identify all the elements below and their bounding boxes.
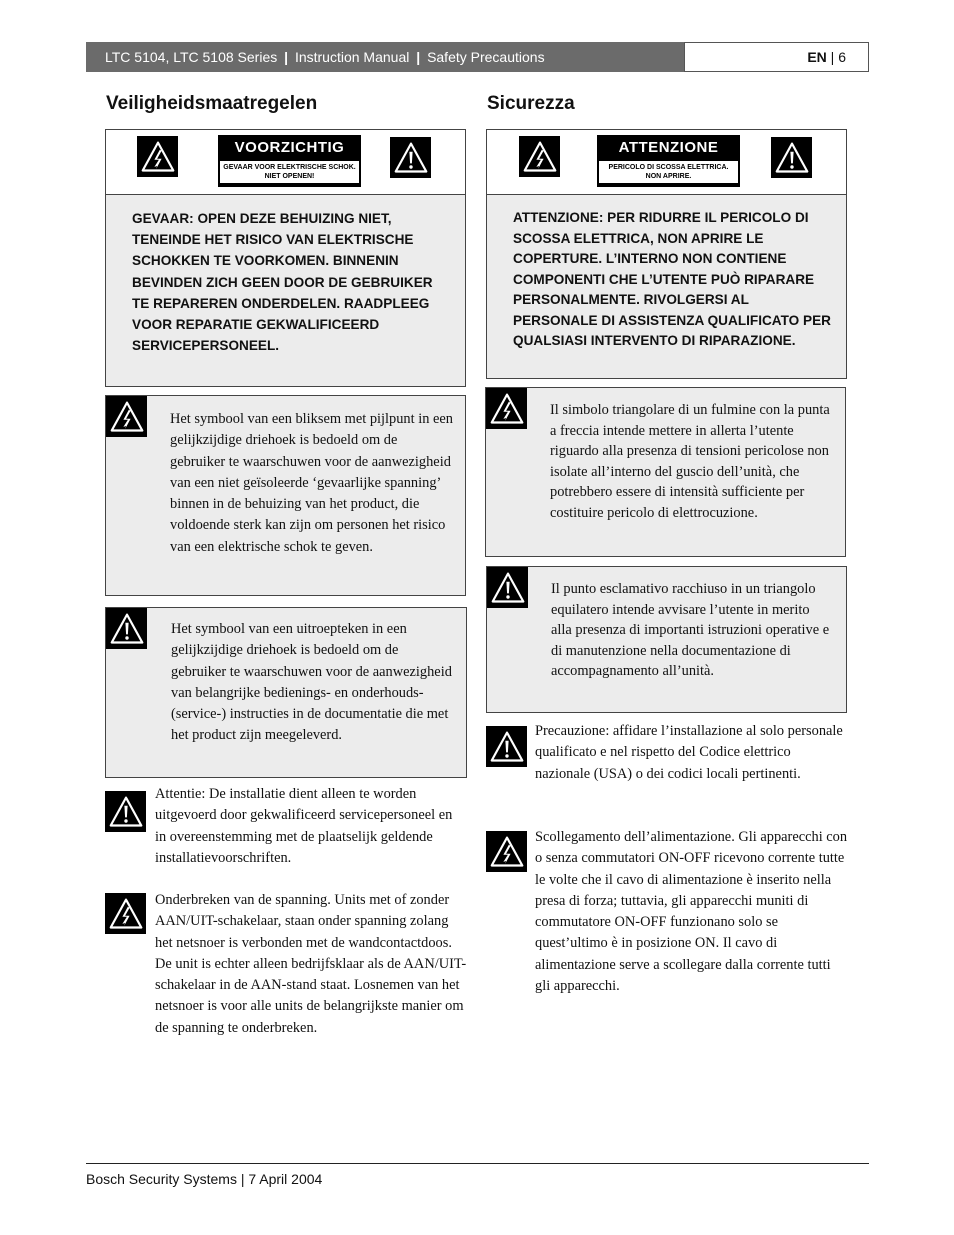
it-warning-text: ATTENZIONE: PER RIDURRE IL PERICOLO DI SCOSSA ELETTRICA, NON APRIRE LE COPERTURE. L’INTERNO NON CONTIENE COMPONENTI CHE L’UTENTE PUÒ RIPARARE PERSONALMENTE. RIVOLGERSI AL PERSONALE DI ASSISTENZA QUALIFICATO PER QUALSIASI INTERVENTO DI RIPARAZIONE. [513, 210, 831, 348]
nl-heading: Veiligheidsmaatregelen [106, 93, 318, 114]
header-separator: | [284, 49, 289, 65]
it-label-sub [599, 161, 738, 183]
it-lightning-box [485, 387, 846, 557]
nl-exclamation-box [105, 607, 467, 778]
lightning-icon [519, 136, 560, 177]
exclamation-icon [487, 567, 528, 608]
footer-rule [86, 1163, 869, 1164]
exclamation-icon [390, 137, 431, 178]
exclamation-icon [486, 726, 527, 767]
nl-caution-label [218, 135, 361, 187]
lightning-icon [137, 136, 178, 177]
nl-caution-label-band [106, 130, 465, 195]
nl-label-sub1: GEVAAR VOOR ELEKTRISCHE SCHOK. [223, 164, 356, 171]
it-caution-label-band [487, 130, 846, 195]
it-heading: Sicurezza [487, 93, 575, 114]
header-page: 6 [838, 49, 846, 65]
header-page-box [684, 42, 869, 72]
lightning-icon [105, 893, 146, 934]
nl-lightning-box [105, 395, 466, 596]
it-label-sub2: NON APRIRE. [645, 173, 692, 180]
header-bar [86, 42, 684, 72]
it-attention-text: Precauzione: affidare l’installazione al solo personale qualificato e nel rispetto del Codice elettrico nazionale (USA) o dei codici locali pertinenti. [535, 723, 843, 782]
nl-exclamation-text: Het symbool van een uitroepteken in een gelijkzijdige driehoek is bedoeld om de gebruiker te waarschuwen voor de aanwezigheid van belangrijke bedienings- en onderhouds- (service-) instructies in de documentatie die met het product zijn meegeleverd. [171, 621, 452, 744]
it-caution-box [486, 129, 847, 379]
it-exclamation-box [486, 566, 847, 713]
nl-lightning-text: Het symbool van een bliksem met pijlpunt in een gelijkzijdige driehoek is bedoeld om de gebruiker te waarschuwen voor de aanwezigheid van een niet geïsoleerde ‘gevaarlijke spanning’ binnen in de behuizing van het product, die voldoende sterk kan zijn om personen het risico van een elektrische schok te geven. [170, 411, 453, 555]
lightning-icon [106, 396, 147, 437]
nl-attention-text: Attentie: De installatie dient alleen te worden uitgevoerd door gekwalificeerd servicepersoneel en in overeenstemming met de plaatselijk geldende installatievoorschriften. [155, 786, 453, 866]
exclamation-icon [105, 791, 146, 832]
it-lightning-text: Il simbolo triangolare di un fulmine con la punta a freccia intende mettere in allerta l’utente riguardo alla presenza di tensioni pericolose non isolate all’interno del guscio dell’unità, che potrebbero essere di intensità sufficiente per costituire pericolo di elettrocuzione. [550, 402, 830, 521]
header-doc: Instruction Manual [294, 49, 410, 65]
header-separator: | [830, 49, 835, 65]
exclamation-icon [106, 608, 147, 649]
footer-text: Bosch Security Systems | 7 April 2004 [86, 1171, 323, 1187]
it-power-text: Scollegamento dell’alimentazione. Gli apparecchi con o senza commutatori ON-OFF ricevono corrente tutte le volte che il cavo di alimentazione è inserito nella presa di forza; tuttavia, gli apparecchi muniti di commutatore ON-OFF funzionano solo se quest’ultimo è in posizione ON. Il cavo di alimentazione serve a scollegare dalla corrente tutti gli apparecchi. [535, 829, 848, 995]
lightning-icon [486, 831, 527, 872]
header-model: LTC 5104, LTC 5108 Series [105, 49, 278, 65]
nl-label-sub [220, 161, 359, 183]
it-label-title: ATTENZIONE [618, 139, 719, 156]
nl-label-title: VOORZICHTIG [234, 139, 345, 156]
header-section: Safety Precautions [427, 49, 545, 65]
header-lang: EN [807, 49, 827, 65]
exclamation-icon [771, 137, 812, 178]
it-label-sub1: PERICOLO DI SCOSSA ELETTRICA. [608, 164, 729, 171]
nl-power-text: Onderbreken van de spanning. Units met of zonder AAN/UIT-schakelaar, staan onder spanning zolang het netsnoer is verbonden met de wandcontactdoos. De unit is echter alleen bedrijfsklaar als de AAN/UIT-schakelaar in de AAN-stand staat. Losnemen van het netsnoer is voor alle units de belangrijkste manier om de spanning te onderbreken. [155, 892, 467, 1036]
header-separator: | [416, 49, 421, 65]
nl-caution-box [105, 129, 466, 387]
nl-warning-text: GEVAAR: OPEN DEZE BEHUIZING NIET, TENEINDE HET RISICO VAN ELEKTRISCHE SCHOKKEN TE VOORKOMEN. BINNENIN BEVINDEN ZICH GEEN DOOR DE GEBRUIKER TE REPAREREN ONDERDELEN. RAADPLEEG VOOR REPARATIE GEKWALIFICEERD SERVICEPERSONEEL. [132, 211, 433, 354]
nl-label-sub2: NIET OPENEN! [264, 173, 315, 180]
it-caution-label [597, 135, 740, 187]
it-exclamation-text: Il punto esclamativo racchiuso in un triangolo equilatero intende avvisare l’utente in merito alla presenza di importanti istruzioni operative e di manutenzione nella documentazione di accompagnamento all’unità. [551, 581, 830, 679]
lightning-icon [486, 388, 527, 429]
